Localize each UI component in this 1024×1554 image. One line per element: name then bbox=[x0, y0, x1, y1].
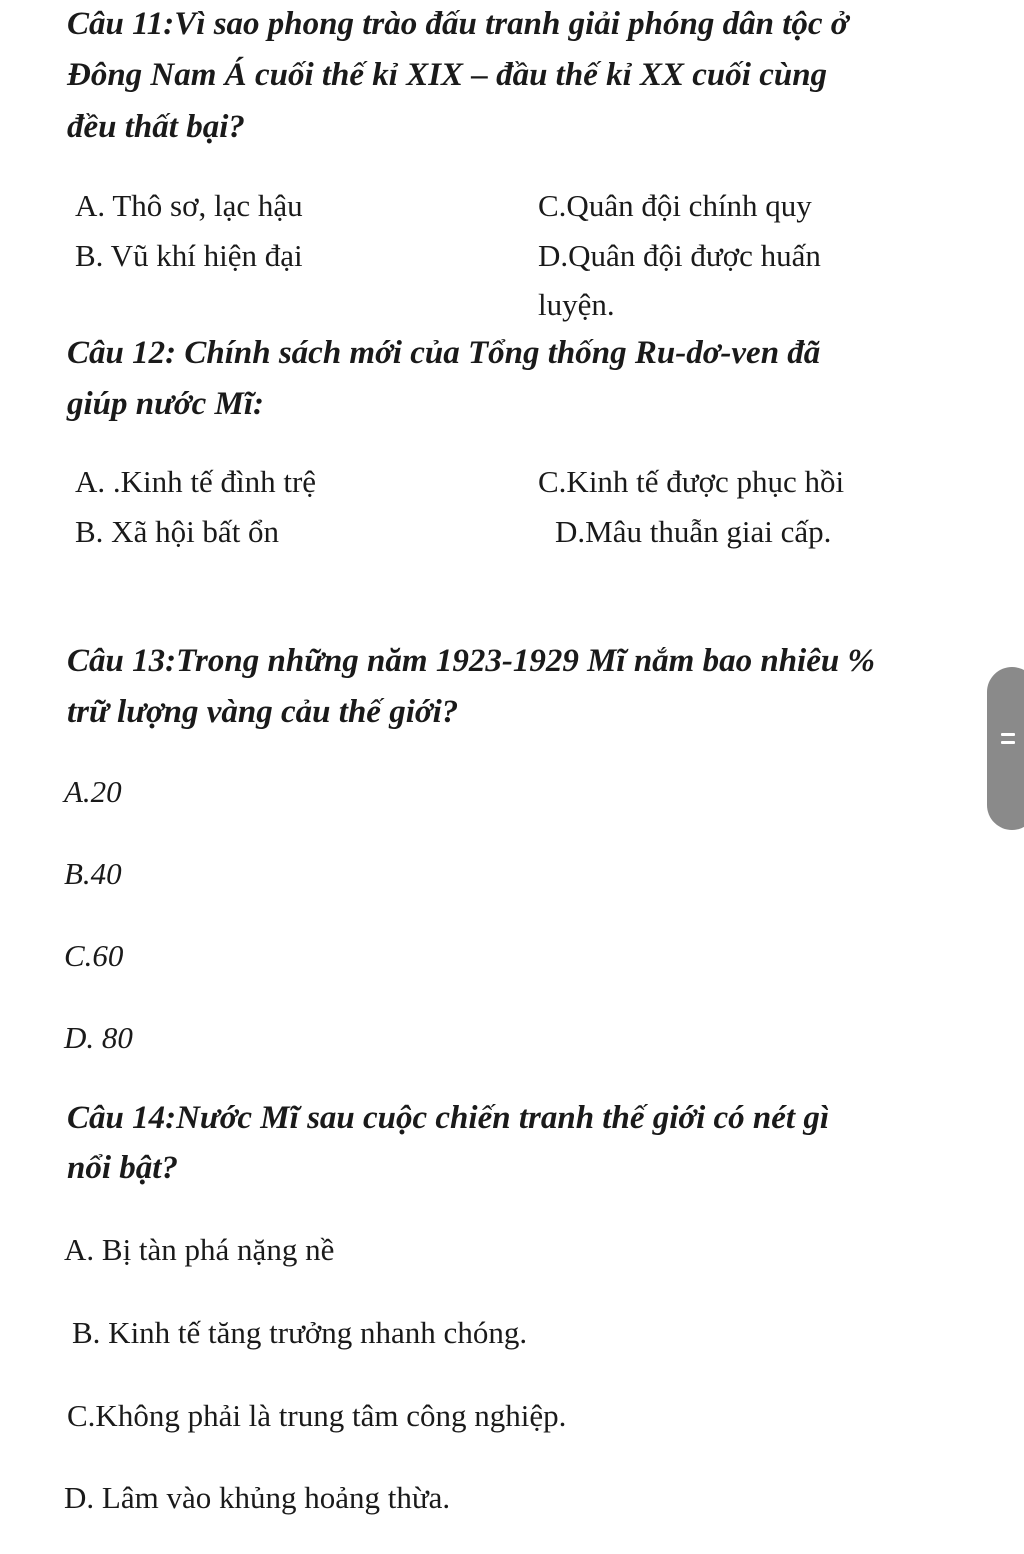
question-14-title-line2: nổi bật? bbox=[67, 1150, 178, 1186]
question-11-option-b: B. Vũ khí hiện đại bbox=[75, 238, 303, 273]
question-14-option-c: C.Không phải là trung tâm công nghiệp. bbox=[67, 1398, 567, 1433]
question-14-option-d: D. Lâm vào khủng hoảng thừa. bbox=[64, 1480, 451, 1515]
scroll-handle[interactable] bbox=[987, 667, 1024, 830]
question-11-option-a: A. Thô sơ, lạc hậu bbox=[75, 188, 303, 223]
question-11-option-d-line2: luyện. bbox=[538, 287, 615, 322]
question-13-option-a: A.20 bbox=[64, 774, 122, 809]
grip-line-icon bbox=[1001, 741, 1015, 744]
question-14-option-b: B. Kinh tế tăng trưởng nhanh chóng. bbox=[72, 1315, 528, 1350]
question-12-option-d: D.Mâu thuẫn giai cấp. bbox=[555, 514, 832, 549]
question-11-title-line2: Đông Nam Á cuối thế kỉ XIX – đầu thế kỉ XX cuối cùng bbox=[67, 57, 828, 93]
question-14-title-line1: Câu 14:Nước Mĩ sau cuộc chiến tranh thế giới có nét gì bbox=[67, 1100, 829, 1136]
question-11-option-c: C.Quân đội chính quy bbox=[538, 188, 812, 223]
question-11-option-d-line1: D.Quân đội được huấn bbox=[538, 238, 821, 273]
question-13-title-line2: trữ lượng vàng cảu thế giới? bbox=[67, 694, 459, 730]
question-13-title-line1: Câu 13:Trong những năm 1923-1929 Mĩ nắm bao nhiêu % bbox=[67, 643, 875, 679]
question-11-title-line1: Câu 11:Vì sao phong trào đấu tranh giải phóng dân tộc ở bbox=[67, 6, 849, 42]
question-11-title-line3: đều thất bại? bbox=[67, 109, 245, 145]
question-12-option-a: A. .Kinh tế đình trệ bbox=[75, 464, 317, 499]
question-13-option-c: C.60 bbox=[64, 938, 124, 973]
question-12-title-line2: giúp nước Mĩ: bbox=[67, 386, 265, 422]
question-12-option-b: B. Xã hội bất ổn bbox=[75, 514, 280, 549]
question-12-title-line1: Câu 12: Chính sách mới của Tổng thống Ru-dơ-ven đã bbox=[67, 335, 821, 371]
grip-line-icon bbox=[1001, 733, 1015, 736]
question-14-option-a: A. Bị tàn phá nặng nề bbox=[64, 1232, 335, 1267]
question-13-option-d: D. 80 bbox=[64, 1020, 133, 1055]
question-12-option-c: C.Kinh tế được phục hồi bbox=[538, 464, 845, 499]
question-13-option-b: B.40 bbox=[64, 856, 122, 891]
